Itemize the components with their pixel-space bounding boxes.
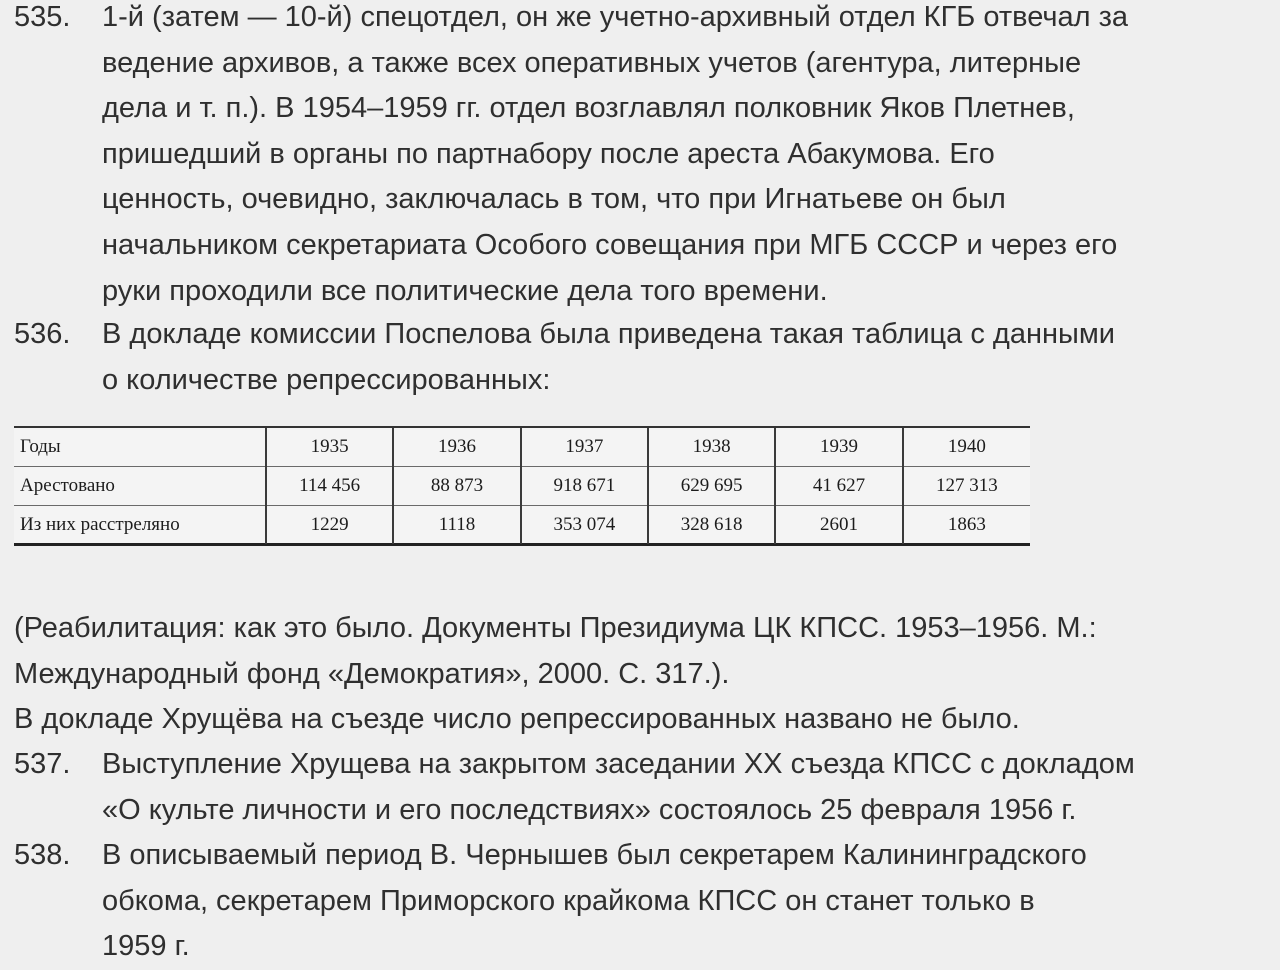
text-line: Выступление Хрущева на закрытом заседании XX съезда КПСС с докладом <box>102 748 1135 780</box>
table-row-label: Арестовано <box>14 467 266 506</box>
text-line: дела и т. п.). В 1954–1959 гг. отдел возглавлял полковник Яков Плетнев, <box>102 92 1075 125</box>
table-cell: 88 873 <box>393 467 520 506</box>
text-line: Международный фонд «Демократия», 2000. С. 317.). <box>14 657 730 690</box>
table-year-cell: 1940 <box>903 428 1030 467</box>
text-line: 1-й (затем — 10-й) спецотдел, он же учетно-архивный отдел КГБ отвечал за <box>102 1 1129 33</box>
table-cell: 328 618 <box>648 506 775 545</box>
footnote-538 <box>14 833 1264 970</box>
text-line: начальником секретариата Особого совещания при МГБ СССР и через его <box>102 228 1118 261</box>
text-line: (Реабилитация: как это было. Документы Президиума ЦК КПСС. 1953–1956. М.: <box>14 612 1097 644</box>
table-header-row <box>14 428 1030 467</box>
table-cell: 1229 <box>266 506 393 545</box>
footnote-text <box>102 312 1264 403</box>
table-cell: 127 313 <box>903 467 1030 506</box>
table-cell: 114 456 <box>266 467 393 506</box>
text-line: ведение архивов, а также всех оперативных учетов (агентура, литерные <box>102 46 1082 79</box>
table-year-cell: 1937 <box>521 428 648 467</box>
text-line: 1959 г. <box>102 930 190 963</box>
text-line: «О культе личности и его последствиях» состоялось 25 февраля 1956 г. <box>102 793 1077 826</box>
footnote-number: 537. <box>14 748 71 780</box>
table-year-cell: 1936 <box>393 428 520 467</box>
footnote-536 <box>14 312 1264 403</box>
table-row <box>14 506 1030 545</box>
footnote-text <box>102 833 1264 970</box>
footnote-537 <box>14 742 1264 833</box>
table-row-label: Из них расстреляно <box>20 514 180 535</box>
source-citation <box>14 606 1264 743</box>
table-cell: 1118 <box>393 506 520 545</box>
footnote-text <box>102 0 1264 314</box>
text-line: ценность, очевидно, заключалась в том, что при Игнатьеве он был <box>102 183 1006 216</box>
table-cell: 1863 <box>903 506 1030 545</box>
footnote-535 <box>14 0 1264 314</box>
text-line: о количестве репрессированных: <box>102 363 551 396</box>
footnote-number: 536. <box>14 318 71 350</box>
table-cell: 629 695 <box>648 467 775 506</box>
table-year-cell: 1938 <box>648 428 775 467</box>
repression-table <box>14 428 1030 544</box>
footnote-text <box>102 742 1264 833</box>
text-line: В докладе комиссии Поспелова была приведена такая таблица с данными <box>102 318 1115 350</box>
table-row <box>14 467 1030 506</box>
table-year-cell: 1935 <box>266 428 393 467</box>
table-year-cell: 1939 <box>775 428 902 467</box>
footnote-number: 535. <box>14 1 71 33</box>
table-cell: 918 671 <box>521 467 648 506</box>
table-header-label: Годы <box>14 428 266 467</box>
text-line: обкома, секретарем Приморского крайкома КПСС он станет только в <box>102 884 1035 917</box>
table-cell: 41 627 <box>775 467 902 506</box>
text-line: В докладе Хрущёва на съезде число репрессированных названо не было. <box>14 703 1020 736</box>
text-line: руки проходили все политические дела того времени. <box>102 274 828 307</box>
table-cell: 353 074 <box>521 506 648 545</box>
text-line: пришедший в органы по партнабору после ареста Абакумова. Его <box>102 137 995 170</box>
text-line: В описываемый период В. Чернышев был секретарем Калининградского <box>102 839 1087 871</box>
table-cell: 2601 <box>775 506 902 545</box>
footnote-number: 538. <box>14 839 71 871</box>
repression-table-image <box>14 426 1030 546</box>
